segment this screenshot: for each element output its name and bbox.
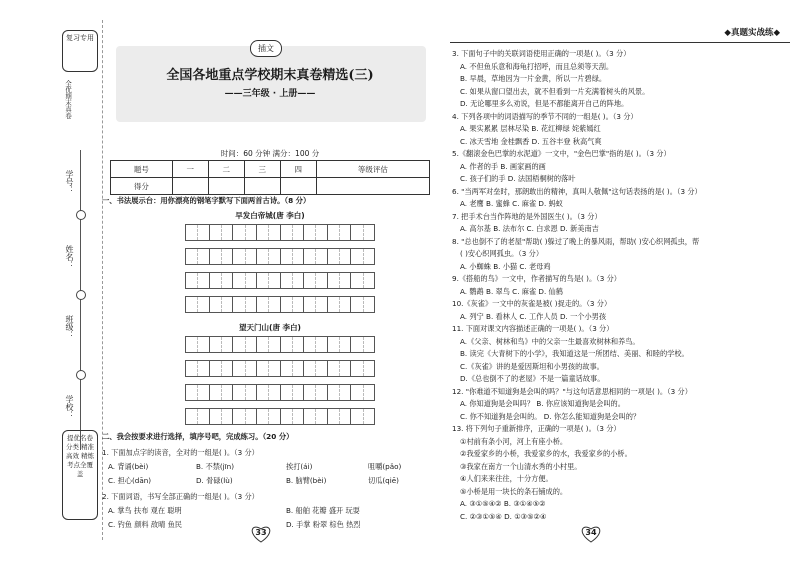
section-1-heading: 一、书法展示台：用你漂亮的钢笔字默写下面两首古诗。（8 分） [102, 196, 311, 205]
q2-option[interactable]: A. 掌鸟 扶布 观在 聪明 [108, 506, 182, 515]
answer-option[interactable]: ⑤小桥是用一块长的条石铺成的。 [460, 486, 568, 496]
score-table [110, 160, 430, 195]
score-cell[interactable] [280, 178, 316, 195]
exam-subtitle: ——三年级 · 上册—— [224, 89, 316, 99]
poem-1-title: 早发白帝城(唐 李白) [235, 211, 305, 220]
writing-grid[interactable] [185, 360, 375, 377]
question-line: 6. "当两军对垒时，那朗敢出的精神，真叫人敬佩"这句话表扬的是( )。（3 分） [452, 186, 702, 196]
title-banner [116, 46, 426, 122]
question-1: 1. 下面加点字的读音，全对的一组是( )。（3 分） [102, 448, 259, 457]
question-line: 8. "总也倒不了的老屋"帮助( )躲过了晚上的暴风雨，帮助( )安心织网孤虫，帮 [452, 236, 700, 246]
binding-hole [76, 290, 86, 300]
stamp-badge: 插文 [250, 40, 282, 57]
writing-grid[interactable] [185, 224, 375, 241]
school-label: 学校： [65, 395, 74, 419]
exam-title: 全国各地重点学校期末真卷精选(三) [166, 68, 374, 83]
q1-option[interactable]: B. 不禁(jīn) [196, 462, 235, 471]
answer-option[interactable]: A. 老鹰 B. 蜜蜂 C. 麻雀 D. 蚂蚁 [460, 199, 563, 208]
page-header: ◆真题实战练◆ [724, 28, 780, 38]
answer-option[interactable]: A. 你知道狗是会叫吗？ B. 你应该知道狗是会叫的。 [460, 399, 625, 408]
question-2: 2. 下面词语，书写全部正确的一组是( )。（3 分） [102, 492, 259, 501]
student-id-label: 学号： [65, 170, 74, 194]
q1-option[interactable]: D. 骨碌(lù) [196, 476, 233, 485]
writing-grid[interactable] [185, 384, 375, 401]
question-line: 13. 将下列句子重新排序，正确的一项是( )。（3 分） [452, 424, 621, 433]
answer-option[interactable]: D. 无论哪里多么劝说，但是不都能离开自己的阵地。 [460, 99, 629, 108]
answer-option[interactable]: C. 孩子们的手 D. 法国梧桐树的落叶 [460, 174, 576, 183]
writing-grid[interactable] [185, 248, 375, 265]
left-page [100, 20, 440, 550]
answer-option[interactable]: C. 你不知道狗是会叫的。 D. 你怎么能知道狗是会叫的？ [460, 411, 641, 421]
answer-option[interactable]: A. 高尔基 B. 法布尔 C. 白求恩 D. 新美南吉 [460, 224, 599, 233]
score-head: 三 [244, 161, 280, 178]
q2-option[interactable]: B. 船舶 花瓣 盛开 玩耍 [286, 506, 360, 515]
q1-option: 切瓜(qiē) [368, 476, 399, 485]
question-line: 11. 下面对课文内容描述正确的一项是( )。（3 分） [452, 324, 614, 333]
question-line: 10.《灰雀》一文中的灰雀是被( )捉走的。（3 分） [452, 299, 612, 308]
name-label: 姓名： [65, 245, 74, 269]
exam-meta: 时间：60 分钟 满分：100 分 [220, 149, 320, 158]
answer-option[interactable]: C. 冰天雪地 金桂飘香 D. 五谷丰登 秋高气爽 [460, 136, 602, 146]
answer-option[interactable]: A.《父亲、树林和鸟》中的父亲一生最喜欢树林和养鸟。 [460, 336, 640, 346]
q1-option[interactable]: C. 担心(dān) [108, 476, 152, 485]
page-number-text: 34 [585, 528, 597, 537]
score-head: 二 [208, 161, 244, 178]
answer-option[interactable]: A. 列宁 B. 看林人 C. 工作人员 D. 一个小男孩 [460, 311, 607, 321]
answer-option[interactable]: A. 小蜘蛛 B. 小猫 C. 老母鸡 [460, 261, 551, 271]
strip-side-text: 全优期末真卷 [64, 80, 72, 119]
writing-grid[interactable] [185, 296, 375, 313]
page-number-right [580, 525, 602, 543]
score-cell[interactable] [244, 178, 280, 195]
answer-option[interactable]: C. 如果从窗口望出去，就不但看到一片充满着树头的风景。 [460, 86, 650, 96]
score-head: 四 [280, 161, 316, 178]
answer-option[interactable]: C. ②③①⑤④ D. ①③⑤②④ [460, 511, 547, 521]
score-head: 一 [172, 161, 208, 178]
q1-option[interactable]: A. 背诵(bèi) [108, 462, 149, 471]
answer-option[interactable]: ( )安心织网孤虫。（3 分） [460, 249, 544, 258]
header-rule [450, 42, 790, 43]
answer-option[interactable]: B. 读完《大青树下的小学》，我知道这是一所团结、美丽、和睦的学校。 [460, 349, 689, 358]
q1-option: B. 脑臂(bèi) [286, 476, 327, 485]
question-line: 4. 下列各项中的词语描写的季节不同的一组是( )。（3 分） [452, 111, 638, 121]
question-line: 3. 下面句子中的关联词语使用正确的一项是( )。（3 分） [452, 49, 631, 58]
answer-option[interactable]: ③我家在南方一个山清水秀的小村里。 [460, 461, 582, 471]
page-number-text: 33 [255, 528, 267, 537]
score-head: 等级评估 [316, 161, 429, 178]
answer-option[interactable]: ①村前有条小河，河上有座小桥。 [460, 436, 568, 446]
score-cell[interactable] [208, 178, 244, 195]
answer-option[interactable]: C.《灰雀》讲的是爱因斯坦和小男孩的故事。 [460, 361, 604, 371]
answer-option[interactable]: ②我爱家乡的小桥，我爱家乡的水，我爱家乡的小桥。 [460, 449, 632, 458]
strip-bottom-badge: 提优名卷 分类 精准 高效 精炼 考点全覆盖 [62, 430, 98, 520]
binding-hole [76, 210, 86, 220]
q1-option: 咀嚼(pǎo) [368, 462, 402, 471]
answer-option[interactable]: A. 作者的手 B. 画家画的画 [460, 161, 546, 171]
q2-option[interactable]: D. 手掌 粉翠 棕色 热烈 [286, 520, 361, 529]
score-cell[interactable] [316, 178, 429, 195]
question-line: 12. "你难道不知道狗是会叫的吗？"与这句话意思相同的一项是( )。（3 分） [452, 386, 692, 396]
answer-option[interactable]: D.《总也倒不了的老屋》不是一篇童话故事。 [460, 374, 605, 383]
answer-option[interactable]: A. 果实累累 层林尽染 B. 花红柳绿 姹紫嫣红 [460, 124, 601, 133]
answer-option[interactable]: A. 鹦鹉 B. 翠鸟 C. 麻雀 D. 仙鹤 [460, 286, 563, 296]
question-line: 9.《搭船的鸟》一文中，作者描写的鸟是( )。（3 分） [452, 274, 621, 283]
answer-option[interactable]: ④人们来来往往，十分方便。 [460, 474, 553, 483]
question-line: 5.《翻滚金色巴掌的水泥道》一文中，"金色巴掌"指的是( )。（3 分） [452, 149, 671, 158]
binding-hole [76, 370, 86, 380]
answer-option[interactable]: A. ③①⑤④② B. ③①④⑤② [460, 499, 546, 508]
strip-top-badge: 复习专用 [62, 30, 98, 72]
right-page [450, 20, 790, 550]
answer-option[interactable]: A. 不但鱼乐意和海龟打招呼，而且总须等天刮。 [460, 61, 614, 71]
score-cell[interactable] [172, 178, 208, 195]
q2-option[interactable]: C. 钓鱼 颜料 敌晴 鱼民 [108, 520, 182, 529]
answer-option[interactable]: B. 早晨，草地因为一片金黄，所以一片碧绿。 [460, 74, 607, 83]
class-label: 班级： [65, 315, 74, 339]
question-line: 7. 把手术台当作阵地的是外国医生( )。（3 分） [452, 211, 602, 221]
cut-line [80, 150, 81, 450]
writing-grid[interactable] [185, 408, 375, 425]
writing-grid[interactable] [185, 272, 375, 289]
score-head: 题号 [111, 161, 173, 178]
score-row-label: 得分 [111, 178, 173, 195]
writing-grid[interactable] [185, 336, 375, 353]
q1-option: 挨打(ái) [286, 462, 313, 471]
page-number-left [250, 525, 272, 543]
section-2-heading: 二、我会按要求进行选择，填序号吧，完成练习。（20 分） [102, 432, 294, 441]
poem-2-title: 望天门山(唐 李白) [239, 323, 301, 332]
